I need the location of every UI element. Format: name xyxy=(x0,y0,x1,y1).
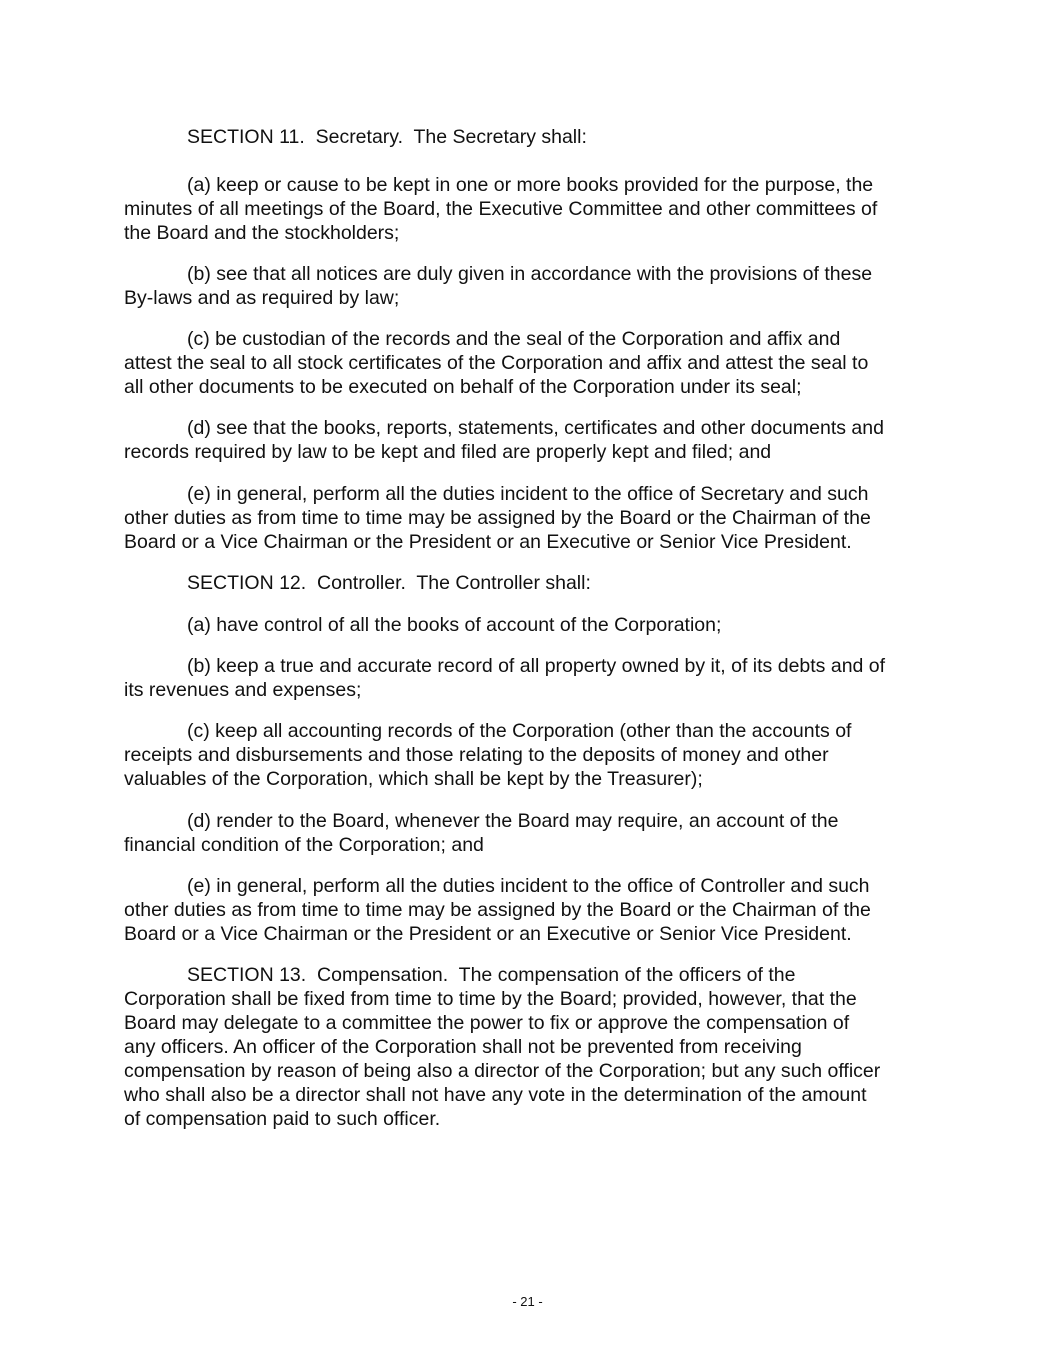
text-line: (b) keep a true and accurate record of all property owned by it, of its debts and of xyxy=(187,655,886,677)
text-line: of compensation paid to such officer. xyxy=(124,1108,441,1130)
paragraph xyxy=(124,416,944,464)
text-line: SECTION 11. Secretary. The Secretary shall: xyxy=(187,126,587,148)
paragraph xyxy=(124,482,944,554)
text-line: other duties as from time to time may be assigned by the Board or the Chairman of the xyxy=(124,507,871,529)
text-line: records required by law to be kept and filed are properly kept and filed; and xyxy=(124,441,772,463)
text-line: SECTION 13. Compensation. The compensation of the officers of the xyxy=(187,964,796,986)
text-line: other duties as from time to time may be assigned by the Board or the Chairman of the xyxy=(124,899,871,921)
text-line: receipts and disbursements and those relating to the deposits of money and other xyxy=(124,744,829,766)
text-line: (d) render to the Board, whenever the Board may require, an account of the xyxy=(187,810,839,832)
text-line: Corporation shall be fixed from time to time by the Board; provided, however, that the xyxy=(124,988,857,1010)
paragraph xyxy=(124,654,944,702)
text-line: minutes of all meetings of the Board, the Executive Committee and other committees of xyxy=(124,198,878,220)
text-line: (a) keep or cause to be kept in one or more books provided for the purpose, the xyxy=(187,174,874,196)
text-line: (a) have control of all the books of account of the Corporation; xyxy=(187,614,722,636)
text-line: (c) be custodian of the records and the seal of the Corporation and affix and xyxy=(187,328,841,350)
text-line: Board or a Vice Chairman or the President or an Executive or Senior Vice President. xyxy=(124,531,852,553)
paragraph xyxy=(124,125,944,149)
text-line: financial condition of the Corporation; and xyxy=(124,834,484,856)
text-line: (e) in general, perform all the duties incident to the office of Secretary and such xyxy=(187,483,869,505)
text-line: compensation by reason of being also a director of the Corporation; but any such officer xyxy=(124,1060,881,1082)
text-line: any officers. An officer of the Corporation shall not be prevented from receiving xyxy=(124,1036,802,1058)
text-line: attest the seal to all stock certificates of the Corporation and affix and attest the seal to xyxy=(124,352,869,374)
paragraph xyxy=(124,262,944,310)
text-line: valuables of the Corporation, which shall be kept by the Treasurer); xyxy=(124,768,703,790)
paragraph xyxy=(124,809,944,857)
paragraph xyxy=(124,874,944,946)
paragraph xyxy=(124,571,944,595)
page-number: - 21 - xyxy=(512,1294,543,1309)
paragraph xyxy=(124,173,944,245)
text-line: By-laws and as required by law; xyxy=(124,287,400,309)
text-line: (c) keep all accounting records of the Corporation (other than the accounts of xyxy=(187,720,852,742)
text-line: its revenues and expenses; xyxy=(124,679,362,701)
text-line: who shall also be a director shall not have any vote in the determination of the amount xyxy=(124,1084,867,1106)
paragraph xyxy=(124,327,944,399)
paragraph xyxy=(124,719,944,791)
text-line: (b) see that all notices are duly given in accordance with the provisions of these xyxy=(187,263,873,285)
text-line: (d) see that the books, reports, statements, certificates and other documents and xyxy=(187,417,884,439)
text-line: Board or a Vice Chairman or the President or an Executive or Senior Vice President. xyxy=(124,923,852,945)
text-line: Board may delegate to a committee the power to fix or approve the compensation of xyxy=(124,1012,850,1034)
text-line: the Board and the stockholders; xyxy=(124,222,400,244)
paragraph xyxy=(124,613,944,637)
paragraph xyxy=(124,963,944,1131)
text-line: all other documents to be executed on behalf of the Corporation under its seal; xyxy=(124,376,802,398)
text-line: SECTION 12. Controller. The Controller shall: xyxy=(187,572,591,594)
text-line: (e) in general, perform all the duties incident to the office of Controller and such xyxy=(187,875,870,897)
